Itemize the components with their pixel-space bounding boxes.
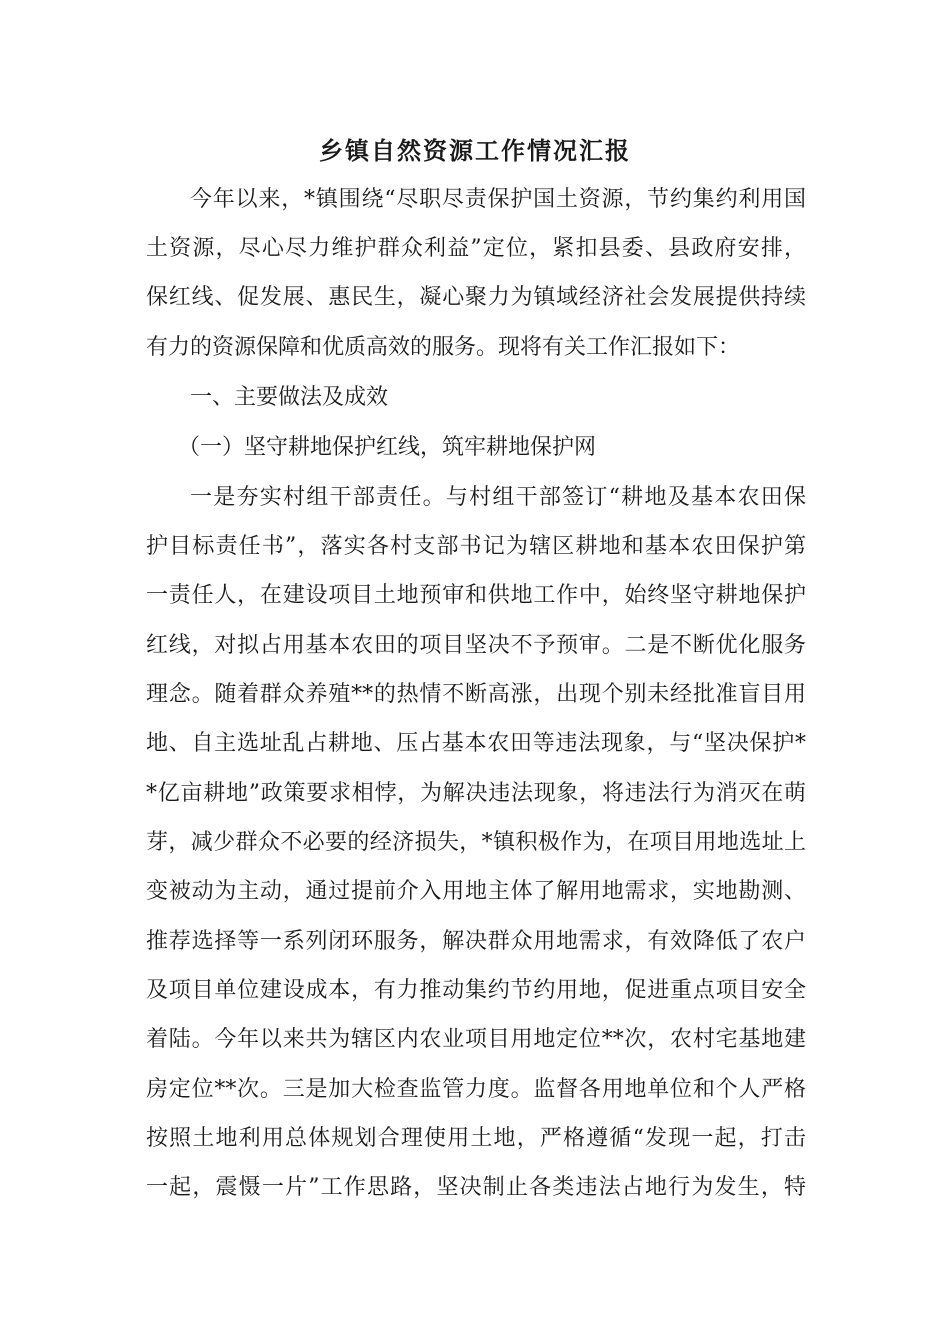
paragraph-line: 红线，对拟占用基本农田的项目坚决不予预审。二是不断优化服务 xyxy=(146,633,806,658)
paragraph-line: 理念。随着群众养殖**的热情不断高涨，出现个别未经批准盲目用 xyxy=(146,682,806,707)
paragraph-line: 土资源，尽心尽力维护群众利益”定位，紧扣县委、县政府安排， xyxy=(146,236,806,261)
paragraph-line: *亿亩耕地”政策要求相悖，为解决违法现象，将违法行为消灭在萌 xyxy=(146,781,806,806)
paragraph-line: 变被动为主动，通过提前介入用地主体了解用地需求，实地勘测、 xyxy=(146,879,806,904)
subsection-heading: （一）坚守耕地保护红线，筑牢耕地保护网 xyxy=(178,435,597,460)
paragraph-line: 房定位**次。三是加大检查监管力度。监督各用地单位和个人严格 xyxy=(146,1077,806,1102)
paragraph-line: 一起，震慑一片”工作思路，坚决制止各类违法占地行为发生，特 xyxy=(146,1175,806,1200)
paragraph-line: 地、自主选址乱占耕地、压占基本农田等违法现象，与“坚决保护* xyxy=(146,731,806,756)
paragraph-line: 今年以来，*镇围绕“尽职尽责保护国土资源，节约集约利用国 xyxy=(190,187,806,212)
paragraph-line: 按照土地利用总体规划合理使用土地，严格遵循“发现一起，打击 xyxy=(146,1126,806,1151)
paragraph-line: 保红线、促发展、惠民生，凝心聚力为镇域经济社会发展提供持续 xyxy=(146,285,806,310)
section-heading: 一、主要做法及成效 xyxy=(190,385,389,410)
paragraph-line: 推荐选择等一系列闭环服务，解决群众用地需求，有效降低了农户 xyxy=(146,929,806,954)
paragraph-line: 一是夯实村组干部责任。与村组干部签订“耕地及基本农田保 xyxy=(190,485,806,510)
paragraph-line: 及项目单位建设成本，有力推动集约节约用地，促进重点项目安全 xyxy=(146,978,806,1003)
paragraph-line: 芽，减少群众不必要的经济损失，*镇积极作为，在项目用地选址上 xyxy=(146,830,806,855)
paragraph-line: 一责任人，在建设项目土地预审和供地工作中，始终坚守耕地保护 xyxy=(146,583,806,608)
document-title: 乡镇自然资源工作情况汇报 xyxy=(319,136,631,165)
paragraph-line: 护目标责任书”，落实各村支部书记为辖区耕地和基本农田保护第 xyxy=(146,534,806,559)
paragraph-line: 着陆。今年以来共为辖区内农业项目用地定位**次，农村宅基地建 xyxy=(146,1027,806,1052)
paragraph-line: 有力的资源保障和优质高效的服务。现将有关工作汇报如下： xyxy=(146,335,741,360)
